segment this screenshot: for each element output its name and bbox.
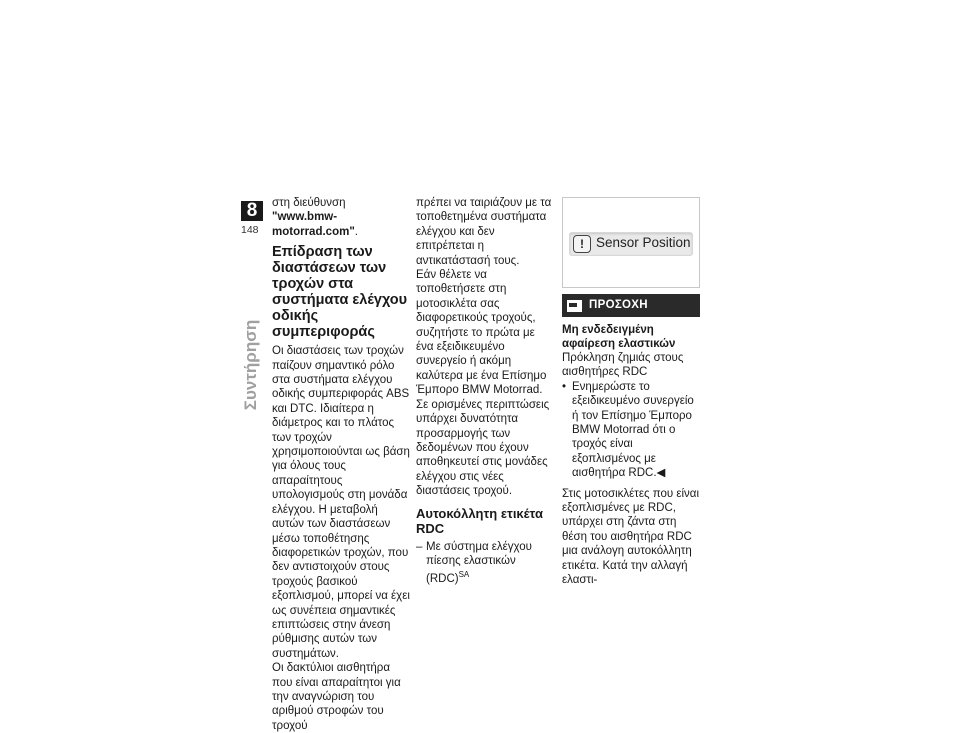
- rdc-condition-text: Με σύστημα ελέγχου πίεσης ελαστικών (RDC): [426, 540, 532, 586]
- special-equipment-superscript: SA: [458, 570, 470, 580]
- caution-label: ΠΡΟΣΟΧΗ: [589, 299, 648, 312]
- sensor-position-figure: [562, 197, 700, 288]
- chapter-title-text: Συντήρηση: [241, 319, 260, 411]
- intro-text: στη διεύθυνση: [272, 197, 346, 209]
- bullet-item-text: [572, 380, 700, 481]
- website-link[interactable]: "www.bmw-motorrad.com": [272, 211, 355, 238]
- dash-list-item: [416, 540, 554, 587]
- dash-marker: –: [416, 540, 423, 553]
- intro-period: .: [354, 225, 358, 238]
- column-3: [562, 197, 700, 588]
- alert-icon: !: [573, 235, 591, 253]
- bullet-instruction: Ενημερώστε το εξειδικευμένο συνεργείο ή τον Επίσημο Έμπορο BMW Motorrad ότι ο τροχός είναι εξοπλισμένος με αισθητήρα RDC.: [572, 380, 694, 480]
- sensor-position-text: Sensor Position: [596, 235, 691, 250]
- page-number: 148: [241, 224, 259, 236]
- paragraph-matching-systems: πρέπει να ταιριάζουν με τα τοποθετημένα συστήματα ελέγχου και δεν επιτρέπεται η αντικατάστασή τους.: [416, 197, 552, 267]
- dash-item-text: [426, 540, 554, 587]
- intro-paragraph: [272, 196, 410, 239]
- paragraph-wheel-dimensions: Οι διαστάσεις των τροχών παίζουν σημαντικό ρόλο στα συστήματα ελέγχου οδικής συμπεριφοράς ABS και DTC. Ιδιαίτερα η διάμετρος και το πλάτος των τροχών χρησιμοποιούνται ως βάση για όλους τους απαραίτητους υπολογισμούς στη μονάδα ελέγχου. Η μεταβολή αυτών των διαστάσεων μέσω τοποθέτησης διαφορετικών τροχών, που δεν αντιστοιχούν στους τροχούς βασικού εξοπλισμού, μπορεί να έχει ως συνέπεια σημαντικές επιπτώσεις στην άνεση ρύθμισης αυτών των συστημάτων.: [272, 345, 410, 660]
- section-heading-rdc-label: Αυτοκόλλητη ετικέτα RDC: [416, 505, 543, 536]
- chapter-title-vertical: [236, 319, 266, 411]
- sensor-position-display: [569, 232, 693, 256]
- end-marker-icon: ◀: [656, 467, 666, 480]
- caution-heading: Μη ενδεδειγμένη αφαίρεση ελαστικών: [562, 324, 676, 350]
- chapter-number-badge: 8: [241, 201, 263, 221]
- caution-banner: [562, 294, 700, 317]
- paragraph-data-adaptation: Σε ορισμένες περιπτώσεις υπάρχει δυνατότητα προσαρμογής των δεδομένων που έχουν αποθηκευτεί στις μονάδες ελέγχου στις νέες διαστάσεις τροχού.: [416, 398, 550, 498]
- caution-icon: [567, 300, 582, 312]
- paragraph-rdc-sticker: Στις μοτοσικλέτες που είναι εξοπλισμένες με RDC, υπάρχει στη ζάντα στη θέση του αισθητήρα RDC μια ανάλογη αυτοκόλλητη ετικέτα. Κατά την αλλαγή ελαστι-: [562, 487, 700, 587]
- bullet-list-item: [562, 380, 700, 481]
- caution-consequence: Πρόκληση ζημιάς στους αισθητήρες RDC: [562, 352, 684, 379]
- paragraph-sensor-rings: Οι δακτύλιοι αισθητήρα που είναι απαραίτητοι για την αναγνώριση του αριθμού στροφών του τροχού: [272, 662, 401, 732]
- bullet-marker: •: [562, 380, 567, 393]
- column-1: [272, 196, 410, 733]
- paragraph-dealer-advice: Εάν θέλετε να τοποθετήσετε στη μοτοσικλέτα σας διαφορετικούς τροχούς, συζητήστε το πρώτα με ένα εξειδικευμένο συνεργείο ή ακόμη καλύτερα με ένα Επίσημο Έμπορο BMW Motorrad.: [416, 269, 547, 397]
- section-heading-wheel-dimensions: Επίδραση των διαστάσεων των τροχών στα συστήματα ελέγχου οδικής συμπεριφοράς: [272, 244, 408, 341]
- column-2: [416, 196, 554, 587]
